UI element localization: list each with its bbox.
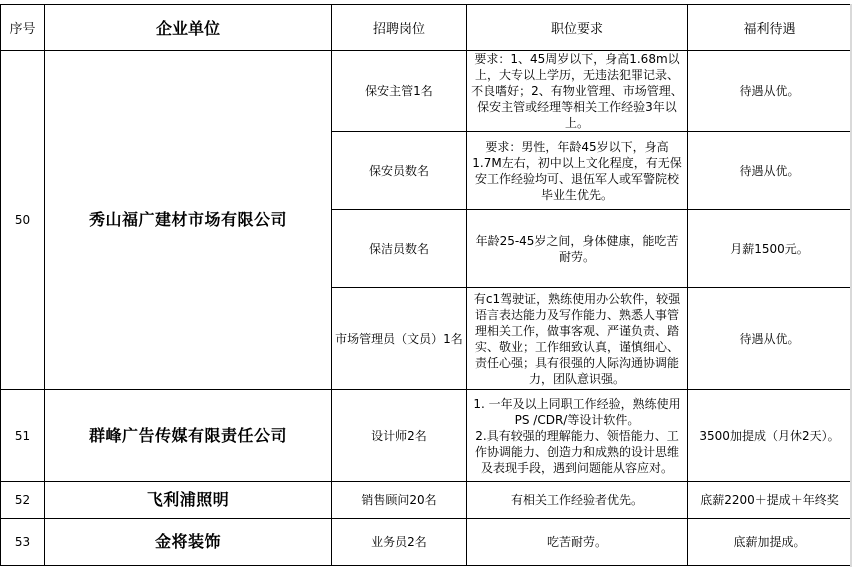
- requirements-cell: 要求：1、45周岁以下，身高1.68m以上，大专以上学历，无违法犯罪记录、不良嗜好；2、有物业管理、市场管理、保安主管或经理等相关工作经验3年以上。: [467, 51, 688, 132]
- position-cell: 保洁员数名: [332, 210, 467, 288]
- seq-cell: 51: [1, 390, 45, 482]
- company-name: 金将装饰: [45, 519, 332, 566]
- requirements-cell: 吃苦耐劳。: [467, 519, 688, 566]
- seq-cell: 50: [1, 51, 45, 390]
- table-row: [1, 519, 852, 566]
- seq-cell: 53: [1, 519, 45, 566]
- position-cell: 保安主管1名: [332, 51, 467, 132]
- requirements-cell: [467, 390, 688, 482]
- company-name: 秀山福广建材市场有限公司: [45, 51, 332, 390]
- benefits-cell: 底薪2200＋提成＋年终奖: [688, 482, 852, 519]
- requirements-cell: 有相关工作经验者优先。: [467, 482, 688, 519]
- benefits-cell: 待遇从优。: [688, 132, 852, 210]
- header-company: 企业单位: [45, 5, 332, 51]
- position-cell: 市场管理员（文员）1名: [332, 288, 467, 390]
- requirement-line: 1. 一年及以上同职工作经验，熟练使用PS /CDR/等设计软件。: [473, 396, 681, 427]
- benefits-cell: 3500加提成（月休2天）。: [688, 390, 852, 482]
- table-row: [1, 482, 852, 519]
- company-name: 群峰广告传媒有限责任公司: [45, 390, 332, 482]
- requirement-line: 2.具有较强的理解能力、领悟能力、工作协调能力、创造力和成熟的设计思维及表现手段，遇到问题能从容应对。: [474, 428, 679, 475]
- company-name: 飞利浦照明: [45, 482, 332, 519]
- requirements-cell: 年龄25-45岁之间，身体健康，能吃苦耐劳。: [467, 210, 688, 288]
- position-cell: 销售顾问20名: [332, 482, 467, 519]
- position-cell: 设计师2名: [332, 390, 467, 482]
- requirements-cell: 要求：男性，年龄45岁以下，身高1.7M左右，初中以上文化程度，有无保安工作经验均可、退伍军人或军警院校毕业生优先。: [467, 132, 688, 210]
- benefits-cell: 待遇从优。: [688, 51, 852, 132]
- table-row: [1, 390, 852, 482]
- position-cell: 业务员2名: [332, 519, 467, 566]
- header-requirements: 职位要求: [467, 5, 688, 51]
- header-seq: 序号: [1, 5, 45, 51]
- position-cell: 保安员数名: [332, 132, 467, 210]
- requirements-cell: 有c1驾驶证，熟练使用办公软件，较强语言表达能力及写作能力、熟悉人事管理相关工作，做事客观、严谨负责、踏实、敬业；工作细致认真，谨慎细心、责任心强；具有很强的人际沟通协调能力，团队意识强。: [467, 288, 688, 390]
- header-position: 招聘岗位: [332, 5, 467, 51]
- seq-cell: 52: [1, 482, 45, 519]
- recruitment-table: [0, 4, 852, 566]
- benefits-cell: 待遇从优。: [688, 288, 852, 390]
- benefits-cell: 底薪加提成。: [688, 519, 852, 566]
- table-row: [1, 51, 852, 132]
- benefits-cell: 月薪1500元。: [688, 210, 852, 288]
- header-benefits: 福利待遇: [688, 5, 852, 51]
- header-row: [1, 5, 852, 51]
